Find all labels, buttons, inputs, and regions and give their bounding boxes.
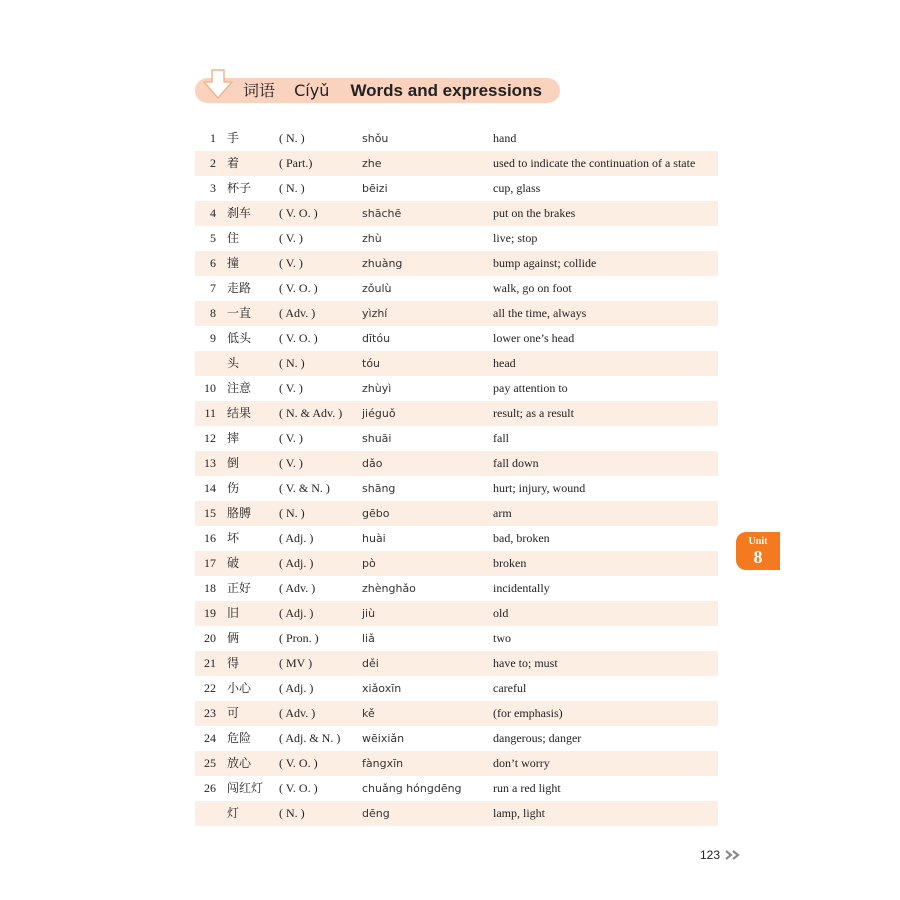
entry-part-of-speech: ( Adv. ) [279, 306, 316, 320]
entry-number: 26 [204, 781, 216, 795]
entry-english: result; as a result [493, 406, 574, 420]
entry-english: run a red light [493, 781, 561, 795]
table-row [195, 376, 718, 401]
entry-english: arm [493, 506, 512, 520]
entry-english: hand [493, 131, 517, 145]
entry-english: have to; must [493, 656, 558, 670]
entry-hanzi: 破 [227, 556, 240, 570]
entry-number: 20 [204, 631, 216, 645]
unit-tab[interactable] [736, 532, 780, 570]
entry-number: 6 [210, 256, 216, 270]
entry-hanzi: 倒 [227, 456, 240, 470]
table-row [195, 276, 718, 301]
entry-part-of-speech: ( V. ) [279, 256, 303, 270]
entry-hanzi: 可 [227, 706, 240, 720]
entry-english: old [493, 606, 509, 620]
entry-english: used to indicate the continuation of a state [493, 156, 696, 170]
entry-part-of-speech: ( V. O. ) [279, 756, 318, 770]
entry-english: careful [493, 681, 527, 695]
table-row [195, 451, 718, 476]
entry-hanzi: 刹车 [227, 206, 252, 220]
entry-number: 1 [210, 131, 216, 145]
entry-number: 25 [204, 756, 216, 770]
entry-part-of-speech: ( Adj. ) [279, 556, 314, 570]
entry-hanzi: 结果 [227, 406, 252, 420]
vocabulary-table [195, 126, 718, 826]
entry-english: bump against; collide [493, 256, 597, 270]
entry-english: incidentally [493, 581, 550, 595]
table-row [195, 626, 718, 651]
entry-part-of-speech: ( N. ) [279, 131, 305, 145]
entry-part-of-speech: ( N. ) [279, 506, 305, 520]
entry-pinyin: zhù [362, 232, 382, 245]
entry-english: cup, glass [493, 181, 541, 195]
entry-pinyin: gēbo [362, 507, 390, 520]
entry-part-of-speech: ( V. ) [279, 431, 303, 445]
table-row [195, 126, 718, 151]
entry-english: bad, broken [493, 531, 550, 545]
entry-part-of-speech: ( Adj. & N. ) [279, 731, 341, 745]
entry-pinyin: zhe [362, 157, 382, 170]
entry-hanzi: 危险 [227, 731, 252, 745]
entry-part-of-speech: ( Pron. ) [279, 631, 319, 645]
entry-hanzi: 低头 [227, 331, 252, 345]
entry-hanzi: 着 [227, 156, 240, 170]
table-row [195, 401, 718, 426]
entry-number: 10 [204, 381, 216, 395]
entry-number: 15 [204, 506, 216, 520]
table-row [195, 526, 718, 551]
entry-hanzi: 头 [227, 356, 240, 370]
table-row [195, 301, 718, 326]
table-row [195, 351, 718, 376]
entry-hanzi: 手 [227, 131, 240, 145]
table-row [195, 701, 718, 726]
entry-number: 14 [204, 481, 216, 495]
entry-part-of-speech: ( N. & Adv. ) [279, 406, 343, 420]
entry-english: all the time, always [493, 306, 587, 320]
entry-hanzi: 旧 [227, 606, 240, 620]
entry-pinyin: zhùyì [362, 382, 392, 395]
double-chevron-right-icon [725, 850, 741, 860]
entry-hanzi: 一直 [227, 306, 252, 320]
entry-pinyin: wēixiǎn [362, 732, 405, 745]
section-title-chinese: 词语 [243, 81, 276, 100]
table-row [195, 551, 718, 576]
entry-pinyin: zhuàng [362, 257, 403, 270]
unit-tab-label: Unit [748, 536, 768, 547]
entry-part-of-speech: ( N. ) [279, 181, 305, 195]
entry-part-of-speech: ( V. O. ) [279, 281, 318, 295]
entry-hanzi: 灯 [227, 806, 240, 820]
entry-pinyin: dǎo [362, 457, 383, 470]
entry-number: 11 [204, 406, 216, 420]
entry-pinyin: fàngxīn [362, 757, 404, 770]
entry-part-of-speech: ( Part.) [279, 156, 313, 170]
entry-part-of-speech: ( V. & N. ) [279, 481, 330, 495]
entry-number: 22 [204, 681, 216, 695]
entry-pinyin: shāchē [362, 207, 402, 220]
entry-pinyin: yìzhí [362, 307, 388, 320]
entry-hanzi: 摔 [227, 431, 240, 445]
entry-hanzi: 得 [227, 656, 240, 670]
entry-pinyin: kě [362, 707, 375, 720]
entry-english: dangerous; danger [493, 731, 582, 745]
entry-hanzi: 杯子 [227, 181, 252, 195]
entry-pinyin: dītóu [362, 332, 391, 345]
entry-hanzi: 闯红灯 [227, 781, 264, 795]
entry-number: 8 [210, 306, 216, 320]
entry-english: walk, go on foot [493, 281, 572, 295]
entry-english: fall [493, 431, 509, 445]
entry-english: fall down [493, 456, 539, 470]
entry-part-of-speech: ( V. O. ) [279, 206, 318, 220]
entry-number: 24 [204, 731, 216, 745]
entry-english: don’t worry [493, 756, 550, 770]
entry-english: lower one’s head [493, 331, 575, 345]
entry-pinyin: huài [362, 532, 386, 545]
table-row [195, 151, 718, 176]
section-title-english: Words and expressions [350, 81, 542, 100]
entry-number: 19 [204, 606, 216, 620]
entry-number: 13 [204, 456, 216, 470]
entry-part-of-speech: ( V. O. ) [279, 781, 318, 795]
entry-number: 21 [204, 656, 216, 670]
entry-hanzi: 俩 [227, 631, 240, 645]
entry-part-of-speech: ( N. ) [279, 356, 305, 370]
entry-hanzi: 坏 [227, 531, 240, 545]
entry-part-of-speech: ( V. ) [279, 381, 303, 395]
entry-pinyin: chuǎng hóngdēng [362, 782, 462, 795]
table-row [195, 251, 718, 276]
entry-number: 18 [204, 581, 216, 595]
entry-part-of-speech: ( V. ) [279, 456, 303, 470]
entry-pinyin: liǎ [362, 632, 375, 645]
entry-english: live; stop [493, 231, 538, 245]
entry-number: 3 [210, 181, 216, 195]
entry-english: lamp, light [493, 806, 545, 820]
entry-part-of-speech: ( Adv. ) [279, 706, 316, 720]
table-row [195, 676, 718, 701]
entry-pinyin: pò [362, 557, 376, 570]
table-row [195, 476, 718, 501]
section-title-pinyin: Cíyǔ [294, 81, 330, 100]
entry-pinyin: jiù [362, 607, 376, 620]
entry-hanzi: 住 [227, 231, 240, 245]
entry-hanzi: 胳膊 [227, 506, 252, 520]
entry-pinyin: bēizi [362, 182, 388, 195]
entry-part-of-speech: ( MV ) [279, 656, 313, 670]
table-row [195, 751, 718, 776]
entry-number: 4 [210, 206, 216, 220]
entry-number: 16 [204, 531, 216, 545]
entry-part-of-speech: ( Adj. ) [279, 606, 314, 620]
entry-part-of-speech: ( Adj. ) [279, 681, 314, 695]
entry-english: hurt; injury, wound [493, 481, 586, 495]
entry-number: 9 [210, 331, 216, 345]
entry-hanzi: 撞 [227, 256, 240, 270]
entry-english: pay attention to [493, 381, 568, 395]
table-row [195, 426, 718, 451]
entry-pinyin: shāng [362, 482, 396, 495]
table-row [195, 651, 718, 676]
entry-number: 12 [204, 431, 216, 445]
entry-hanzi: 伤 [227, 481, 240, 495]
entry-pinyin: zǒulù [362, 282, 392, 295]
entry-pinyin: zhènghǎo [362, 582, 416, 595]
entry-pinyin: shǒu [362, 132, 389, 145]
table-row [195, 576, 718, 601]
entry-number: 5 [210, 231, 216, 245]
table-row [195, 601, 718, 626]
entry-english: two [493, 631, 511, 645]
entry-hanzi: 走路 [227, 281, 252, 295]
entry-pinyin: tóu [362, 357, 381, 370]
entry-pinyin: děi [362, 657, 379, 670]
entry-pinyin: jiéguǒ [362, 407, 396, 420]
table-row [195, 176, 718, 201]
entry-pinyin: shuāi [362, 432, 392, 445]
entry-english: broken [493, 556, 527, 570]
entry-english: (for emphasis) [493, 706, 563, 720]
entry-number: 2 [210, 156, 216, 170]
entry-hanzi: 小心 [227, 681, 252, 695]
entry-english: put on the brakes [493, 206, 576, 220]
entry-part-of-speech: ( Adj. ) [279, 531, 314, 545]
entry-pinyin: xiǎoxīn [362, 682, 402, 695]
section-title [243, 78, 542, 103]
page-footer [700, 848, 741, 862]
table-row [195, 501, 718, 526]
entry-part-of-speech: ( N. ) [279, 806, 305, 820]
table-row [195, 326, 718, 351]
entry-pinyin: dēng [362, 807, 390, 820]
page-number: 123 [700, 848, 721, 862]
entry-hanzi: 注意 [227, 381, 252, 395]
table-row [195, 726, 718, 751]
entry-part-of-speech: ( V. O. ) [279, 331, 318, 345]
entry-hanzi: 放心 [227, 756, 252, 770]
entry-part-of-speech: ( Adv. ) [279, 581, 316, 595]
down-arrow-icon [200, 68, 236, 104]
table-row [195, 801, 718, 826]
table-row [195, 776, 718, 801]
entry-number: 23 [204, 706, 216, 720]
entry-english: head [493, 356, 516, 370]
table-row [195, 226, 718, 251]
entry-number: 7 [210, 281, 216, 295]
table-row [195, 201, 718, 226]
entry-hanzi: 正好 [227, 581, 252, 595]
entry-part-of-speech: ( V. ) [279, 231, 303, 245]
entry-number: 17 [204, 556, 216, 570]
unit-tab-number: 8 [753, 547, 763, 567]
